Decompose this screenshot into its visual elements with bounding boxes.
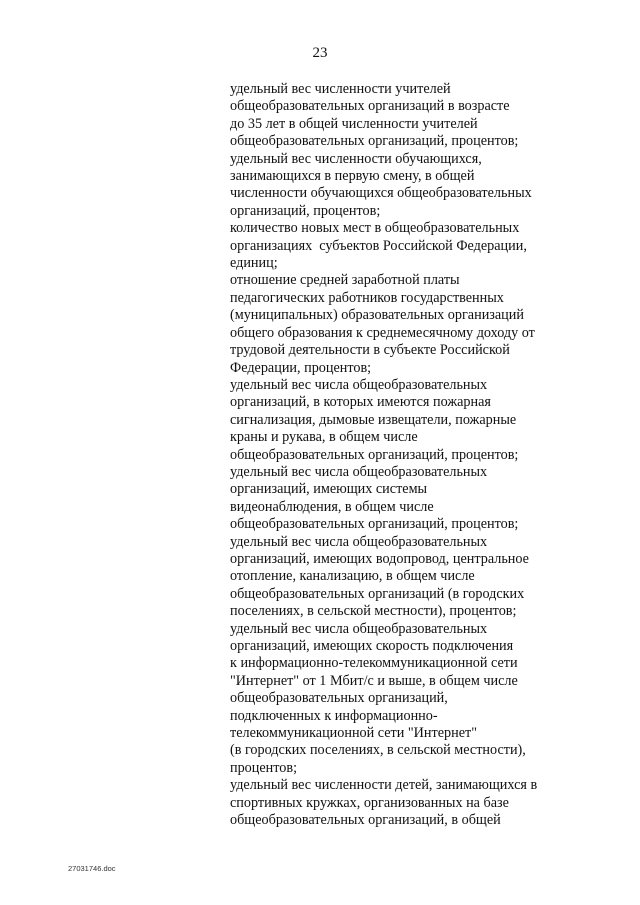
text-line: удельный вес численности учителей (230, 81, 451, 97)
text-line: отношение средней заработной платы (230, 272, 460, 289)
text-line: педагогических работников государственных (230, 289, 504, 306)
text-line: общего образования к среднемесячному доходу от (230, 324, 535, 341)
text-line: поселениях, в сельской местности), процентов; (230, 603, 517, 620)
text-line: удельный вес численности обучающихся, (230, 150, 482, 167)
text-line: подключенных к информационно- (230, 707, 438, 724)
text-line: удельный вес числа общеобразовательных (230, 463, 488, 480)
text-line: организаций, в которых имеются пожарная (230, 394, 491, 411)
text-line: количество новых мест в общеобразовательных (230, 220, 520, 237)
text-line: процентов; (230, 759, 298, 776)
footer-filename: 27031746.doc (68, 864, 116, 873)
text-line: общеобразовательных организаций, (230, 690, 448, 707)
text-line: видеонаблюдения, в общем числе (230, 498, 434, 515)
text-line: занимающихся в первую смену, в общей (230, 168, 475, 185)
text-line: отопление, канализацию, в общем числе (230, 568, 475, 585)
text-line: к информационно-телекоммуникационной сети (230, 655, 518, 672)
text-line: общеобразовательных организаций, процентов; (230, 516, 519, 533)
text-line: единиц; (230, 255, 278, 272)
text-line: сигнализация, дымовые извещатели, пожарные (230, 411, 517, 428)
text-line: Федерации, процентов; (230, 359, 372, 376)
text-line: спортивных кружках, организованных на базе (230, 794, 509, 811)
text-line: телекоммуникационной сети "Интернет" (230, 725, 477, 742)
text-line: организаций, имеющих скорость подключения (230, 638, 514, 654)
document-body (230, 81, 590, 829)
text-line: организаций, процентов; (230, 202, 381, 219)
text-line: до 35 лет в общей численности учителей (230, 115, 478, 132)
text-line: удельный вес числа общеобразовательных (230, 376, 488, 393)
text-line: организаций, имеющих водопровод, центральное (230, 550, 529, 567)
text-line: общеобразовательных организаций, процентов; (230, 133, 519, 150)
text-line: "Интернет" от 1 Мбит/с и выше, в общем числе (230, 672, 518, 689)
text-line: (в городских поселениях, в сельской местности), (230, 742, 526, 759)
text-line: удельный вес числа общеобразовательных (230, 620, 488, 637)
text-line: организациях субъектов Российской Федерации, (230, 237, 527, 254)
text-line: общеобразовательных организаций, в общей (230, 812, 501, 829)
text-line: удельный вес числа общеобразовательных (230, 533, 488, 550)
text-line: (муниципальных) образовательных организаций (230, 307, 524, 324)
text-line: общеобразовательных организаций (в городских (230, 585, 525, 602)
text-line: удельный вес численности детей, занимающихся в (230, 777, 538, 794)
text-line: общеобразовательных организаций, процентов; (230, 446, 519, 463)
text-line: краны и рукава, в общем числе (230, 429, 418, 446)
page-number: 23 (312, 45, 328, 61)
text-line: организаций, имеющих системы (230, 481, 428, 498)
text-line: трудовой деятельности в субъекте Российской (230, 342, 510, 359)
text-line: общеобразовательных организаций в возрасте (230, 98, 510, 115)
text-line: численности обучающихся общеобразовательных (230, 185, 532, 202)
